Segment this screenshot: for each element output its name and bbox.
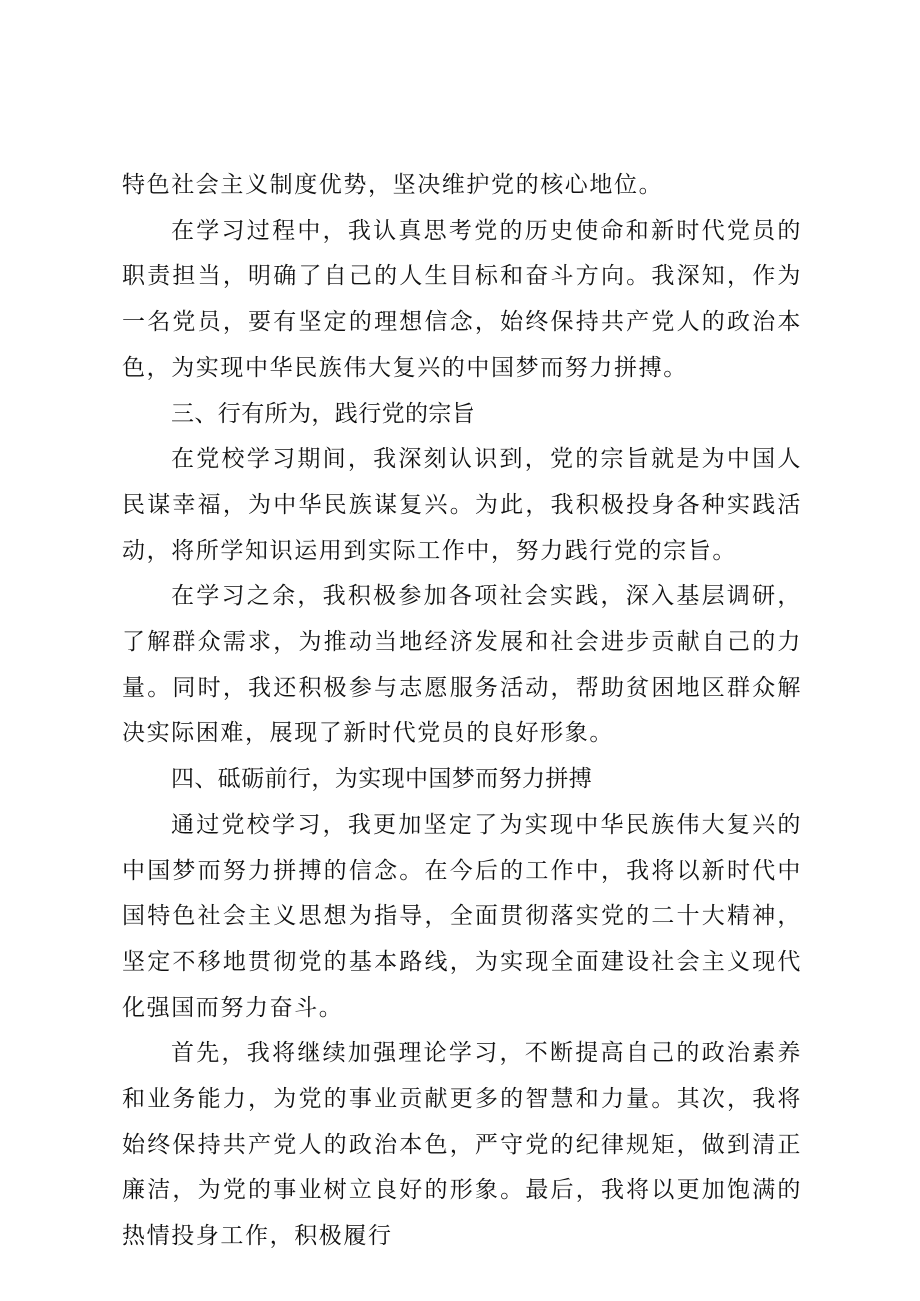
body-paragraph: 在党校学习期间，我深刻认识到，党的宗旨就是为中国人民谋幸福，为中华民族谋复兴。为此，我积极投身各种实践活动，将所学知识运用到实际工作中，努力践行党的宗旨。 <box>122 446 802 564</box>
continuation-paragraph: 特色社会主义制度优势，坚决维护党的核心地位。 <box>122 172 664 198</box>
section-heading-3: 三、行有所为，践行党的宗旨 <box>171 400 476 427</box>
body-paragraph: 在学习之余，我积极参加各项社会实践，深入基层调研，了解群众需求，为推动当地经济发展和社会进步贡献自己的力量。同时，我还积极参与志愿服务活动，帮助贫困地区群众解决实际困难，展现了新时代党员的良好形象。 <box>122 583 802 747</box>
section-heading-4: 四、砥砺前行，为实现中国梦而努力拼搏 <box>171 766 593 793</box>
document-body <box>122 163 802 1260</box>
body-paragraph: 在学习过程中，我认真思考党的历史使命和新时代党员的职责担当，明确了自己的人生目标和奋斗方向。我深知，作为一名党员，要有坚定的理想信念，始终保持共产党人的政治本色，为实现中华民族伟大复兴的中国梦而努力拼搏。 <box>122 217 802 381</box>
body-paragraph: 通过党校学习，我更加坚定了为实现中华民族伟大复兴的中国梦而努力拼搏的信念。在今后的工作中，我将以新时代中国特色社会主义思想为指导，全面贯彻落实党的二十大精神，坚定不移地贯彻党的基本路线，为实现全面建设社会主义现代化强国而努力奋斗。 <box>122 811 802 1021</box>
body-paragraph: 首先，我将继续加强理论学习，不断提高自己的政治素养和业务能力，为党的事业贡献更多的智慧和力量。其次，我将始终保持共产党人的政治本色，严守党的纪律规矩，做到清正廉洁，为党的事业树立良好的形象。最后，我将以更加饱满的热情投身工作，积极履行 <box>122 1040 802 1250</box>
